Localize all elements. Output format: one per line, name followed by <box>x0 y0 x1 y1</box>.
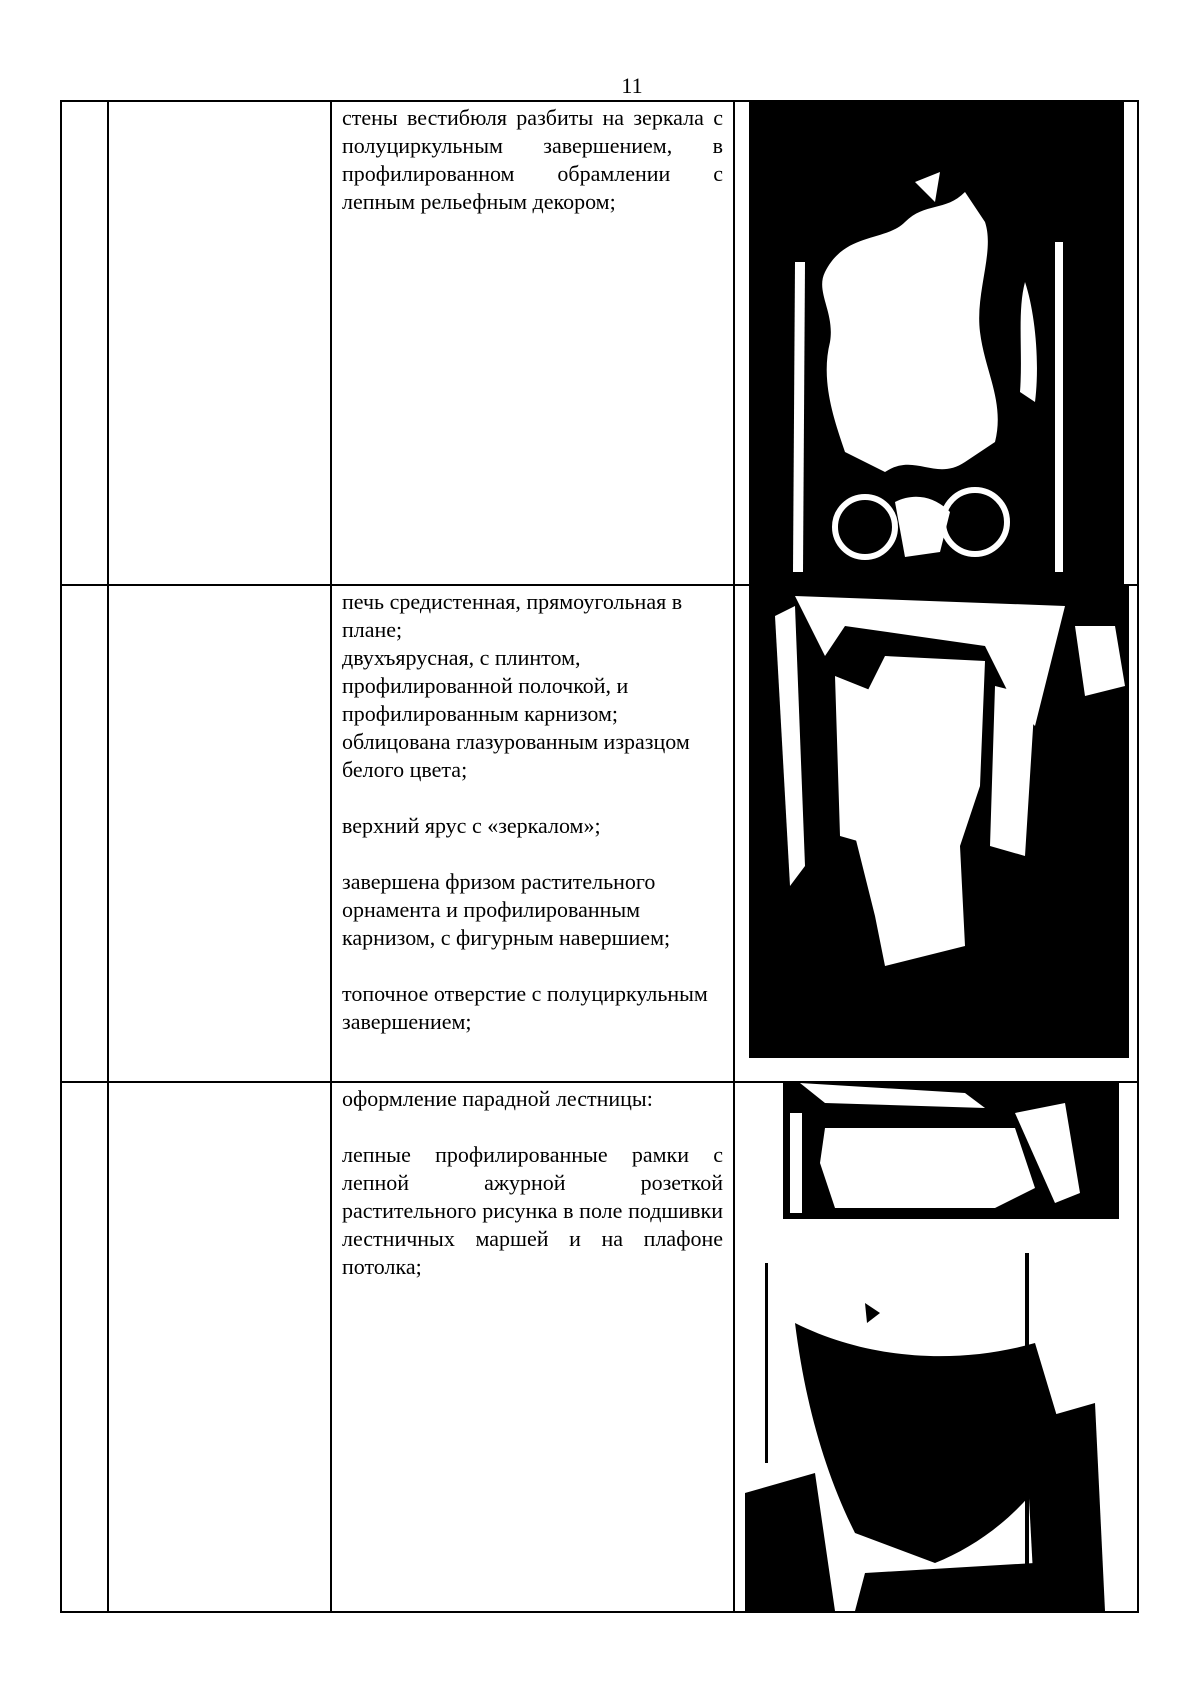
description-text: верхний ярус с «зеркалом»; <box>342 813 601 838</box>
description-text: лепные профилированные рамки с лепной ажурной розеткой растительного рисунка в поле подшивки лестничных маршей и на плафоне потолка; <box>342 1142 723 1279</box>
features-table <box>60 100 1139 1613</box>
photo-stair-ceiling-bottom <box>735 1243 1137 1611</box>
description-cell <box>331 1082 734 1612</box>
index-cell <box>61 1082 108 1612</box>
table-row <box>61 101 1138 585</box>
photo-tiled-stove <box>735 586 1137 1058</box>
photo-cell <box>734 1082 1138 1612</box>
description-text: стены вестибюля разбиты на зеркала с полуциркульным завершением, в профилированном обрамлении с лепным рельефным декором; <box>342 105 723 214</box>
description-text: завершена фризом растительного орнамента и профилированным карнизом, с фигурным навершием; <box>342 869 671 950</box>
table-row <box>61 585 1138 1082</box>
description-cell <box>331 585 734 1082</box>
name-cell <box>108 585 331 1082</box>
index-cell <box>61 585 108 1082</box>
photo-cell <box>734 101 1138 585</box>
index-cell <box>61 101 108 585</box>
description-text: топочное отверстие с полуциркульным завершением; <box>342 981 708 1034</box>
description-cell <box>331 101 734 585</box>
description-text: оформление парадной лестницы: <box>342 1086 653 1111</box>
name-cell <box>108 101 331 585</box>
description-text: двухъярусная, с плинтом, профилированной полочкой, и профилированным карнизом; <box>342 645 629 726</box>
description-text: облицована глазурованным изразцом белого цвета; <box>342 729 690 782</box>
name-cell <box>108 1082 331 1612</box>
description-text: печь средистенная, прямоугольная в плане; <box>342 589 683 642</box>
photo-cell <box>734 585 1138 1082</box>
photo-stair-ceiling-top <box>735 1083 1137 1219</box>
page-number: 11 <box>621 73 643 98</box>
photo-vestibule-wall <box>735 102 1137 584</box>
table-row <box>61 1082 1138 1612</box>
